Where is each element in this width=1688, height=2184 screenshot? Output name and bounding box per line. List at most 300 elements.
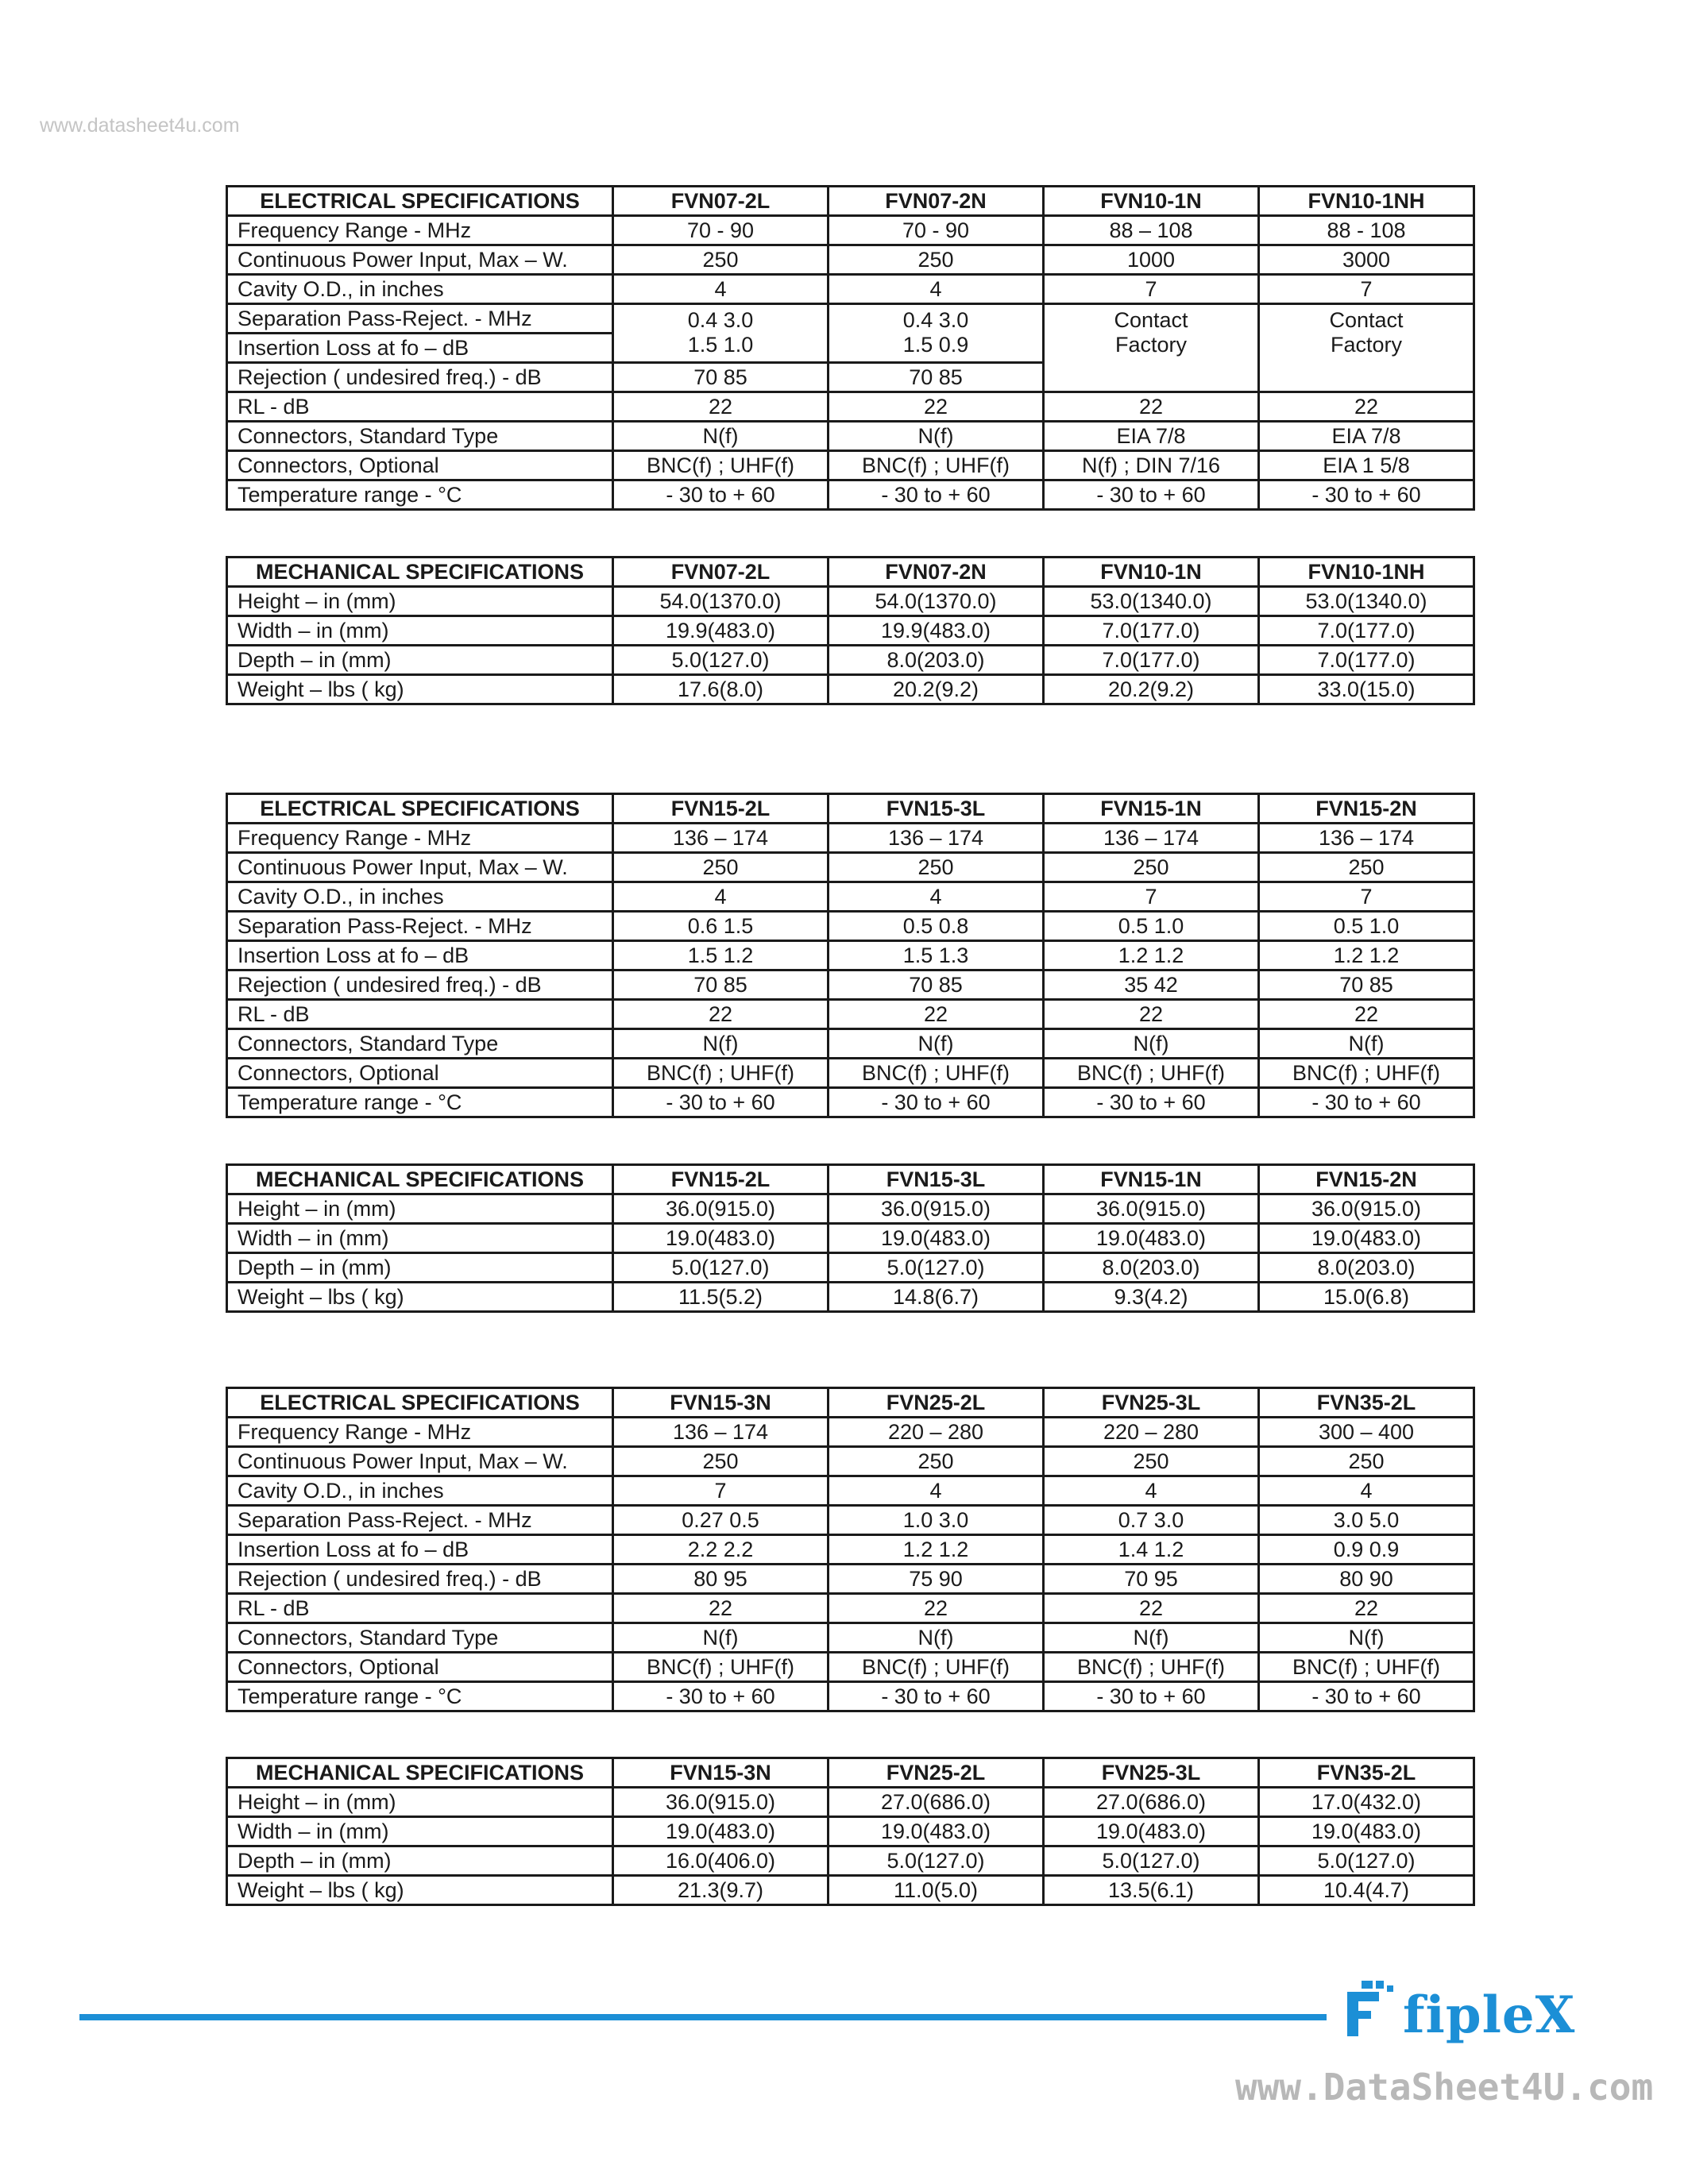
- cell: 4: [829, 275, 1044, 304]
- cell: 0.5 1.0: [1259, 912, 1474, 941]
- table-row: [227, 587, 1474, 616]
- row-label: Width – in (mm): [227, 616, 613, 646]
- cell: 70 85: [613, 363, 829, 392]
- cell: 300 – 400: [1259, 1418, 1474, 1447]
- cell: 0.5 0.8: [829, 912, 1044, 941]
- model-header: FVN10-1NH: [1259, 558, 1474, 587]
- cell: 0.9 0.9: [1259, 1535, 1474, 1565]
- cell: - 30 to + 60: [829, 480, 1044, 510]
- logo-mark-icon: [1341, 1978, 1404, 2049]
- cell: 36.0(915.0): [829, 1194, 1044, 1224]
- cell: 22: [1044, 1000, 1259, 1029]
- table-row: [227, 275, 1474, 304]
- cell: 36.0(915.0): [1044, 1194, 1259, 1224]
- contact-factory-cell: [1259, 304, 1474, 392]
- row-label: Height – in (mm): [227, 1788, 613, 1817]
- row-label: Separation Pass-Reject. - MHz: [227, 1506, 613, 1535]
- row-label: Cavity O.D., in inches: [227, 1476, 613, 1506]
- table-row: [227, 1506, 1474, 1535]
- cell: 0.5 1.0: [1044, 912, 1259, 941]
- row-label: Cavity O.D., in inches: [227, 882, 613, 912]
- cell: 15.0(6.8): [1259, 1283, 1474, 1312]
- table-title: MECHANICAL SPECIFICATIONS: [227, 1758, 613, 1788]
- row-label: Insertion Loss at fo – dB: [227, 941, 613, 970]
- cell: BNC(f) ; UHF(f): [613, 451, 829, 480]
- cell: 7.0(177.0): [1259, 646, 1474, 675]
- cell: 88 - 108: [1259, 216, 1474, 245]
- cell: 16.0(406.0): [613, 1846, 829, 1876]
- table-row: [227, 1224, 1474, 1253]
- model-header: FVN15-3N: [613, 1388, 829, 1418]
- table-row: [227, 304, 1474, 334]
- cell: BNC(f) ; UHF(f): [1259, 1653, 1474, 1682]
- table-title: MECHANICAL SPECIFICATIONS: [227, 558, 613, 587]
- cell: 33.0(15.0): [1259, 675, 1474, 704]
- cell: 88 – 108: [1044, 216, 1259, 245]
- cell: 0.7 3.0: [1044, 1506, 1259, 1535]
- cell: 3000: [1259, 245, 1474, 275]
- row-label: Frequency Range - MHz: [227, 824, 613, 853]
- mechanical-spec-table-2: [226, 1163, 1475, 1313]
- cell: BNC(f) ; UHF(f): [613, 1059, 829, 1088]
- cell: 7.0(177.0): [1259, 616, 1474, 646]
- cell: 1.4 1.2: [1044, 1535, 1259, 1565]
- table-row: [227, 1029, 1474, 1059]
- cell: N(f): [1259, 1623, 1474, 1653]
- cell: 19.0(483.0): [613, 1224, 829, 1253]
- cell: N(f): [829, 1029, 1044, 1059]
- row-label: Temperature range - °C: [227, 1088, 613, 1117]
- row-label: Rejection ( undesired freq.) - dB: [227, 1565, 613, 1594]
- cell: 8.0(203.0): [829, 646, 1044, 675]
- table-row: [227, 1253, 1474, 1283]
- cell: N(f): [613, 422, 829, 451]
- model-header: FVN25-2L: [829, 1758, 1044, 1788]
- table-row: [227, 1565, 1474, 1594]
- cell: [613, 304, 829, 363]
- cell: 13.5(6.1): [1044, 1876, 1259, 1905]
- model-header: FVN35-2L: [1259, 1758, 1474, 1788]
- cell: 35 42: [1044, 970, 1259, 1000]
- cell: 250: [613, 853, 829, 882]
- cell: 4: [829, 882, 1044, 912]
- cell: 19.0(483.0): [829, 1224, 1044, 1253]
- cell: 54.0(1370.0): [613, 587, 829, 616]
- electrical-spec-table-1: [226, 185, 1475, 511]
- cell: 20.2(9.2): [829, 675, 1044, 704]
- cell: 9.3(4.2): [1044, 1283, 1259, 1312]
- cell: 70 85: [829, 363, 1044, 392]
- cell: - 30 to + 60: [829, 1088, 1044, 1117]
- header-row: [227, 1758, 1474, 1788]
- row-label: Separation Pass-Reject. - MHz: [227, 912, 613, 941]
- row-label: Depth – in (mm): [227, 1253, 613, 1283]
- table-row: [227, 1476, 1474, 1506]
- row-label: Connectors, Optional: [227, 1653, 613, 1682]
- cell: 22: [613, 392, 829, 422]
- model-header: FVN25-2L: [829, 1388, 1044, 1418]
- table-row: [227, 451, 1474, 480]
- table-row: [227, 646, 1474, 675]
- row-label: Connectors, Standard Type: [227, 422, 613, 451]
- cell: 27.0(686.0): [829, 1788, 1044, 1817]
- row-label: Weight – lbs ( kg): [227, 675, 613, 704]
- cell: 1000: [1044, 245, 1259, 275]
- cell: - 30 to + 60: [1044, 1088, 1259, 1117]
- row-label: Temperature range - °C: [227, 1682, 613, 1711]
- cell: - 30 to + 60: [613, 480, 829, 510]
- cell: EIA 7/8: [1259, 422, 1474, 451]
- cell: 21.3(9.7): [613, 1876, 829, 1905]
- cell: 5.0(127.0): [1044, 1846, 1259, 1876]
- row-label: Connectors, Optional: [227, 451, 613, 480]
- cell: 27.0(686.0): [1044, 1788, 1259, 1817]
- cell: 220 – 280: [1044, 1418, 1259, 1447]
- table-row: [227, 392, 1474, 422]
- cell: 250: [829, 1447, 1044, 1476]
- model-header: FVN15-3L: [829, 794, 1044, 824]
- table-row: [227, 1194, 1474, 1224]
- cell: 53.0(1340.0): [1259, 587, 1474, 616]
- cell: BNC(f) ; UHF(f): [613, 1653, 829, 1682]
- cell: 250: [1044, 853, 1259, 882]
- cell: 53.0(1340.0): [1044, 587, 1259, 616]
- brand-name: fipleX: [1403, 1985, 1576, 2045]
- cell: 7.0(177.0): [1044, 616, 1259, 646]
- cell: N(f): [1044, 1623, 1259, 1653]
- cell: 22: [1259, 1594, 1474, 1623]
- electrical-spec-table-2: [226, 793, 1475, 1118]
- model-header: FVN07-2L: [613, 187, 829, 216]
- row-label: RL - dB: [227, 392, 613, 422]
- model-header: FVN15-2N: [1259, 794, 1474, 824]
- row-label: Continuous Power Input, Max – W.: [227, 245, 613, 275]
- cell: - 30 to + 60: [1259, 1088, 1474, 1117]
- table-row: [227, 1876, 1474, 1905]
- model-header: FVN10-1N: [1044, 187, 1259, 216]
- cell: 19.0(483.0): [1259, 1224, 1474, 1253]
- table-row: [227, 1447, 1474, 1476]
- cell: N(f): [829, 1623, 1044, 1653]
- table-row: [227, 422, 1474, 451]
- table-row: [227, 616, 1474, 646]
- cell: 5.0(127.0): [613, 646, 829, 675]
- electrical-spec-table-3: [226, 1387, 1475, 1712]
- table-row: [227, 853, 1474, 882]
- row-label: Temperature range - °C: [227, 480, 613, 510]
- cell: 136 – 174: [613, 824, 829, 853]
- table-row: [227, 1535, 1474, 1565]
- cell: 70 85: [613, 970, 829, 1000]
- cell: - 30 to + 60: [829, 1682, 1044, 1711]
- table-row: [227, 824, 1474, 853]
- il-value: 1.5 1.0: [687, 333, 754, 357]
- il-value: 1.5 0.9: [902, 333, 969, 357]
- cell: 7: [613, 1476, 829, 1506]
- table-title: MECHANICAL SPECIFICATIONS: [227, 1165, 613, 1194]
- header-row: [227, 794, 1474, 824]
- cell: - 30 to + 60: [1044, 480, 1259, 510]
- cell: 70 85: [829, 970, 1044, 1000]
- table-row: [227, 1623, 1474, 1653]
- row-label: Insertion Loss at fo – dB: [227, 334, 613, 363]
- cell: 22: [1259, 1000, 1474, 1029]
- contact-text: Contact: [1114, 308, 1188, 332]
- row-label: Width – in (mm): [227, 1817, 613, 1846]
- model-header: FVN15-3N: [613, 1758, 829, 1788]
- cell: 1.2 1.2: [829, 1535, 1044, 1565]
- cell: BNC(f) ; UHF(f): [1044, 1059, 1259, 1088]
- model-header: FVN15-2L: [613, 794, 829, 824]
- row-label: Connectors, Standard Type: [227, 1029, 613, 1059]
- table-title: ELECTRICAL SPECIFICATIONS: [227, 187, 613, 216]
- row-label: Connectors, Standard Type: [227, 1623, 613, 1653]
- fiplex-logo: [1341, 1978, 1595, 2049]
- cell: EIA 1 5/8: [1259, 451, 1474, 480]
- cell: N(f): [613, 1029, 829, 1059]
- cell: 250: [1259, 1447, 1474, 1476]
- factory-text: Factory: [1330, 333, 1403, 357]
- cell: 136 – 174: [829, 824, 1044, 853]
- cell: 136 – 174: [1044, 824, 1259, 853]
- table-row: [227, 1594, 1474, 1623]
- cell: 136 – 174: [1259, 824, 1474, 853]
- cell: 19.0(483.0): [613, 1817, 829, 1846]
- cell: 36.0(915.0): [1259, 1194, 1474, 1224]
- row-label: Frequency Range - MHz: [227, 1418, 613, 1447]
- table-title: ELECTRICAL SPECIFICATIONS: [227, 794, 613, 824]
- cell: 0.27 0.5: [613, 1506, 829, 1535]
- cell: 3.0 5.0: [1259, 1506, 1474, 1535]
- cell: [829, 304, 1044, 363]
- cell: 250: [1044, 1447, 1259, 1476]
- cell: 4: [1044, 1476, 1259, 1506]
- row-label: Separation Pass-Reject. - MHz: [227, 304, 613, 334]
- header-row: [227, 1165, 1474, 1194]
- cell: - 30 to + 60: [613, 1088, 829, 1117]
- cell: 80 95: [613, 1565, 829, 1594]
- table-row: [227, 1788, 1474, 1817]
- row-label: Height – in (mm): [227, 587, 613, 616]
- cell: 19.9(483.0): [613, 616, 829, 646]
- table-row: [227, 245, 1474, 275]
- cell: 36.0(915.0): [613, 1788, 829, 1817]
- cell: 14.8(6.7): [829, 1283, 1044, 1312]
- cell: 36.0(915.0): [613, 1194, 829, 1224]
- cell: 4: [613, 275, 829, 304]
- cell: 17.6(8.0): [613, 675, 829, 704]
- cell: 19.0(483.0): [1044, 1224, 1259, 1253]
- model-header: FVN25-3L: [1044, 1388, 1259, 1418]
- cell: 0.6 1.5: [613, 912, 829, 941]
- table-row: [227, 1418, 1474, 1447]
- cell: 19.0(483.0): [1044, 1817, 1259, 1846]
- cell: 5.0(127.0): [829, 1253, 1044, 1283]
- table-row: [227, 1059, 1474, 1088]
- cell: 1.2 1.2: [1044, 941, 1259, 970]
- cell: 4: [613, 882, 829, 912]
- cell: - 30 to + 60: [1044, 1682, 1259, 1711]
- cell: N(f): [829, 422, 1044, 451]
- table-row: [227, 675, 1474, 704]
- row-label: Continuous Power Input, Max – W.: [227, 853, 613, 882]
- table-row: [227, 1283, 1474, 1312]
- row-label: Rejection ( undesired freq.) - dB: [227, 970, 613, 1000]
- cell: 22: [1259, 392, 1474, 422]
- watermark-bottom: www.DataSheet4U.com: [1235, 2066, 1654, 2109]
- cell: 4: [829, 1476, 1044, 1506]
- sep-value: 0.4 3.0: [902, 308, 969, 332]
- row-label: RL - dB: [227, 1594, 613, 1623]
- row-label: Depth – in (mm): [227, 1846, 613, 1876]
- cell: 1.0 3.0: [829, 1506, 1044, 1535]
- cell: - 30 to + 60: [613, 1682, 829, 1711]
- table-row: [227, 1653, 1474, 1682]
- cell: 250: [613, 245, 829, 275]
- row-label: Connectors, Optional: [227, 1059, 613, 1088]
- cell: EIA 7/8: [1044, 422, 1259, 451]
- table-row: [227, 970, 1474, 1000]
- sep-value: 0.4 3.0: [687, 308, 754, 332]
- cell: BNC(f) ; UHF(f): [829, 451, 1044, 480]
- model-header: FVN10-1N: [1044, 558, 1259, 587]
- table-row: [227, 912, 1474, 941]
- cell: BNC(f) ; UHF(f): [1044, 1653, 1259, 1682]
- cell: 80 90: [1259, 1565, 1474, 1594]
- cell: BNC(f) ; UHF(f): [829, 1653, 1044, 1682]
- cell: 20.2(9.2): [1044, 675, 1259, 704]
- cell: 70 - 90: [613, 216, 829, 245]
- cell: 250: [829, 853, 1044, 882]
- row-label: Height – in (mm): [227, 1194, 613, 1224]
- table-row: [227, 480, 1474, 510]
- cell: 1.5 1.2: [613, 941, 829, 970]
- row-label: Depth – in (mm): [227, 646, 613, 675]
- cell: 70 85: [1259, 970, 1474, 1000]
- cell: 1.5 1.3: [829, 941, 1044, 970]
- table-row: [227, 941, 1474, 970]
- cell: - 30 to + 60: [1259, 480, 1474, 510]
- cell: 5.0(127.0): [829, 1846, 1044, 1876]
- cell: N(f): [1259, 1029, 1474, 1059]
- cell: 22: [829, 1594, 1044, 1623]
- cell: 19.0(483.0): [1259, 1817, 1474, 1846]
- model-header: FVN07-2L: [613, 558, 829, 587]
- header-row: [227, 1388, 1474, 1418]
- cell: 8.0(203.0): [1044, 1253, 1259, 1283]
- cell: 22: [829, 392, 1044, 422]
- cell: 7: [1259, 275, 1474, 304]
- cell: 250: [1259, 853, 1474, 882]
- model-header: FVN07-2N: [829, 558, 1044, 587]
- row-label: Weight – lbs ( kg): [227, 1283, 613, 1312]
- cell: N(f) ; DIN 7/16: [1044, 451, 1259, 480]
- cell: 75 90: [829, 1565, 1044, 1594]
- cell: 22: [613, 1000, 829, 1029]
- table-row: [227, 882, 1474, 912]
- contact-text: Contact: [1329, 308, 1404, 332]
- cell: 11.0(5.0): [829, 1876, 1044, 1905]
- table-row: [227, 1846, 1474, 1876]
- table-row: [227, 1088, 1474, 1117]
- cell: 4: [1259, 1476, 1474, 1506]
- cell: 22: [1044, 392, 1259, 422]
- cell: 22: [613, 1594, 829, 1623]
- cell: 70 95: [1044, 1565, 1259, 1594]
- table-title: ELECTRICAL SPECIFICATIONS: [227, 1388, 613, 1418]
- cell: 250: [829, 245, 1044, 275]
- row-label: Continuous Power Input, Max – W.: [227, 1447, 613, 1476]
- model-header: FVN35-2L: [1259, 1388, 1474, 1418]
- model-header: FVN07-2N: [829, 187, 1044, 216]
- cell: 7.0(177.0): [1044, 646, 1259, 675]
- cell: 250: [613, 1447, 829, 1476]
- table-row: [227, 1682, 1474, 1711]
- row-label: Frequency Range - MHz: [227, 216, 613, 245]
- cell: 8.0(203.0): [1259, 1253, 1474, 1283]
- row-label: Width – in (mm): [227, 1224, 613, 1253]
- cell: 17.0(432.0): [1259, 1788, 1474, 1817]
- header-row: [227, 187, 1474, 216]
- cell: 5.0(127.0): [613, 1253, 829, 1283]
- model-header: FVN15-1N: [1044, 794, 1259, 824]
- cell: 54.0(1370.0): [829, 587, 1044, 616]
- cell: 5.0(127.0): [1259, 1846, 1474, 1876]
- cell: N(f): [613, 1623, 829, 1653]
- cell: 7: [1259, 882, 1474, 912]
- factory-text: Factory: [1114, 333, 1188, 357]
- cell: 7: [1044, 275, 1259, 304]
- row-label: RL - dB: [227, 1000, 613, 1029]
- cell: 136 – 174: [613, 1418, 829, 1447]
- model-header: FVN15-3L: [829, 1165, 1044, 1194]
- footer-rule: [79, 2014, 1327, 2020]
- model-header: FVN15-1N: [1044, 1165, 1259, 1194]
- model-header: FVN25-3L: [1044, 1758, 1259, 1788]
- mechanical-spec-table-1: [226, 556, 1475, 705]
- row-label: Rejection ( undesired freq.) - dB: [227, 363, 613, 392]
- cell: 70 - 90: [829, 216, 1044, 245]
- cell: N(f): [1044, 1029, 1259, 1059]
- watermark-top: www.datasheet4u.com: [40, 114, 240, 137]
- cell: 22: [829, 1000, 1044, 1029]
- cell: 19.9(483.0): [829, 616, 1044, 646]
- cell: 19.0(483.0): [829, 1817, 1044, 1846]
- model-header: FVN15-2N: [1259, 1165, 1474, 1194]
- mechanical-spec-table-3: [226, 1757, 1475, 1906]
- model-header: FVN15-2L: [613, 1165, 829, 1194]
- cell: 7: [1044, 882, 1259, 912]
- cell: BNC(f) ; UHF(f): [1259, 1059, 1474, 1088]
- header-row: [227, 558, 1474, 587]
- cell: 220 – 280: [829, 1418, 1044, 1447]
- cell: 11.5(5.2): [613, 1283, 829, 1312]
- row-label: Weight – lbs ( kg): [227, 1876, 613, 1905]
- row-label: Insertion Loss at fo – dB: [227, 1535, 613, 1565]
- model-header: FVN10-1NH: [1259, 187, 1474, 216]
- cell: 22: [1044, 1594, 1259, 1623]
- cell: - 30 to + 60: [1259, 1682, 1474, 1711]
- cell: 10.4(4.7): [1259, 1876, 1474, 1905]
- table-row: [227, 1000, 1474, 1029]
- row-label: Cavity O.D., in inches: [227, 275, 613, 304]
- cell: 2.2 2.2: [613, 1535, 829, 1565]
- cell: 1.2 1.2: [1259, 941, 1474, 970]
- table-row: [227, 216, 1474, 245]
- table-row: [227, 1817, 1474, 1846]
- contact-factory-cell: [1044, 304, 1259, 392]
- cell: BNC(f) ; UHF(f): [829, 1059, 1044, 1088]
